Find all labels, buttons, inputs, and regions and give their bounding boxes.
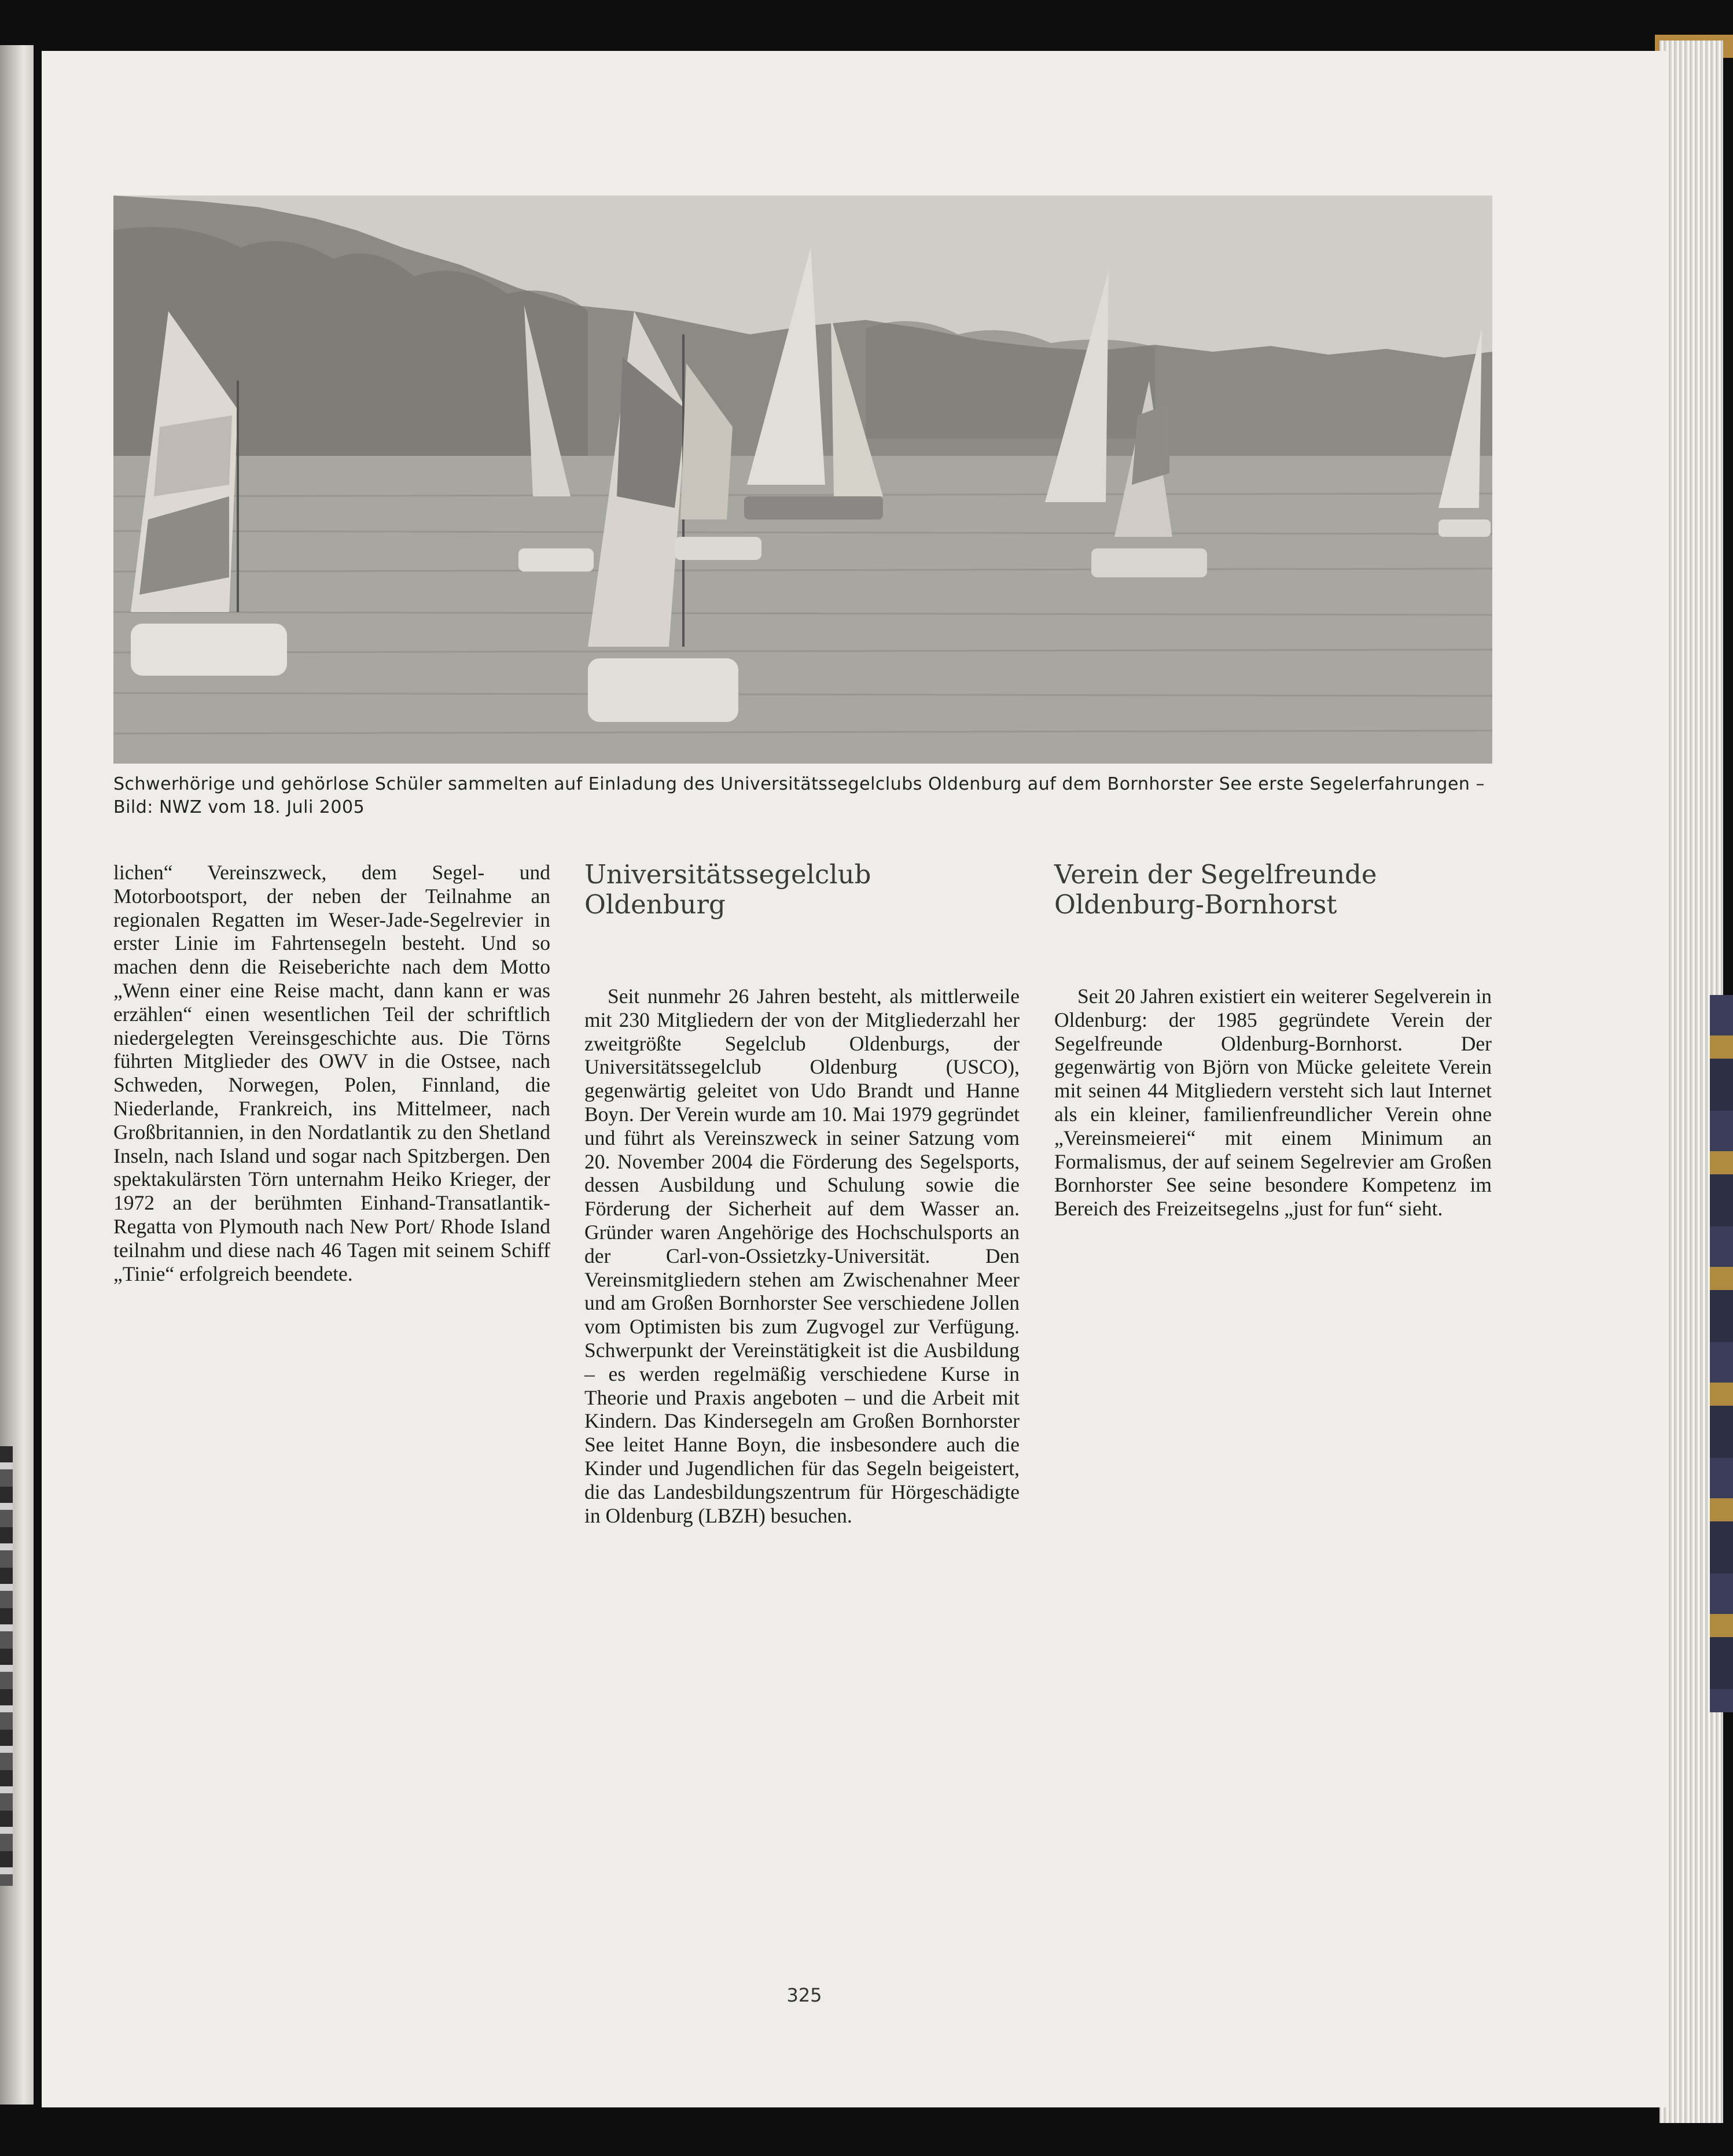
usco-text: Seit nunmehr 26 Jahren besteht, als mittlerweile mit 230 Mitgliedern der von der Mitgliederzahl her zweitgrößte Segelclub Oldenburgs, der Universitätssegelclub Oldenburg (USCO), gegenwärtig geleitet von Udo Brandt und Hanne Boyn. Der Verein wurde am 10. Mai 1979 gegründet und führt als Vereinszweck in seiner Satzung vom 20. November 2004 die Förderung des Segelsports, dessen Ausbildung und Schulung sowie die Förderung der Sicherheit auf dem Wasser an. Gründer waren Angehörige des Hochschulsports an der Carl-von-Ossietzky-Universität. Den Vereinsmitgliedern stehen am Zwischenahner Meer und am Großen Bornhorster See verschiedene Jollen vom Optimisten bis zum Zugvogel zur Verfügung. Schwerpunkt der Vereinstätigkeit ist die Ausbildung – es werden regelmäßig verschiedene Kurse in Theorie und Praxis angeboten – und die Arbeit mit Kindern. Das Kindersegeln am Großen Bornhorster See leitet Hanne Boyn, die insbesondere auch die Kinder und Jugendlichen für das Segeln beigeistert, die das Landesbildungszentrum für Hörgeschädigte in Oldenburg (LBZH) besuchen.: [584, 985, 1020, 1527]
column-1-text: lichen“ Vereinszweck, dem Segel- und Motorbootsport, der neben der Teilnahme an regionalen Regatten im Weser-Jade-Segelrevier in erster Linie im Fahrtensegeln besteht. Und so machen denn die Reiseberichte nach dem Motto „Wenn einer eine Reise macht, dann kann er was erzählen“ einen wesentlichen Teil der schriftlich niedergelegten Vereinsgeschichte aus. Die Törns führten Mitglieder des OWV in die Ostsee, nach Schweden, Norwegen, Polen, Finnland, die Niederlande, Frankreich, ins Mittelmeer, nach Großbritannien, in den Nordatlantik zu den Shetland Inseln, nach Island und sogar nach Spitzbergen. Den spektakulärsten Törn unternahm Heiko Krieger, der 1972 an der berühmten Einhand-Transatlantik-Regatta von Plymouth nach New Port/ Rhode Island teilnahm und diese nach 46 Tagen mit seinem Schiff „Tinie“ erfolgreich beendete.: [113, 861, 550, 1285]
segelfreunde-heading-line-1: Verein der Segelfreunde: [1054, 859, 1377, 890]
sailing-photo: [113, 196, 1492, 764]
page-number: 325: [786, 1984, 822, 2006]
column-1: [113, 861, 550, 1285]
usco-heading: [584, 860, 1020, 920]
photo-caption: [113, 773, 1496, 819]
segelfreunde-heading-line-2: Oldenburg-Bornhorst: [1054, 889, 1337, 920]
caption-line-1: Schwerhörige und gehörlose Schüler sammelten auf Einladung des Universitätssegelclubs Oldenburg auf dem Bornhorster See erste Segelerfahrungen –: [113, 774, 1485, 794]
caption-line-2: Bild: NWZ vom 18. Juli 2005: [113, 797, 365, 817]
left-page-image-strip: [0, 1446, 13, 1886]
segelfreunde-heading: [1054, 860, 1492, 920]
usco-heading-line-2: Oldenburg: [584, 889, 726, 920]
book-cover-edge: [1710, 995, 1733, 1712]
segelfreunde-text: Seit 20 Jahren existiert ein weiterer Segelverein in Oldenburg: der 1985 gegründete Verein der Segelfreunde Oldenburg-Bornhorst. Der gegenwärtig von Björn von Mücke geleitete Verein mit seinen 44 Mitgliedern versteht sich laut Internet als ein kleiner, familienfreundlicher Verein ohne „Vereinsmeierei“ mit einem Minimum an Formalismus, der auf seinem Segelrevier am Großen Bornhorster See seine besondere Kompetenz im Bereich des Freizeitsegelns „just for fun“ sieht.: [1054, 985, 1492, 1221]
column-3: [1054, 860, 1492, 1221]
column-2: [584, 860, 1020, 1527]
usco-heading-line-1: Universitätssegelclub: [584, 859, 871, 890]
